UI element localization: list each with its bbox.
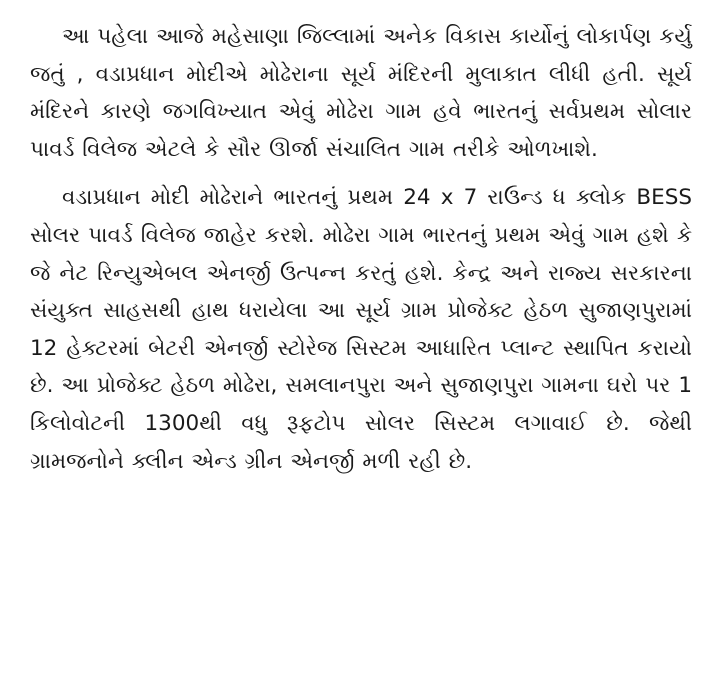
paragraph-2: વડાપ્રધાન મોદી મોઢેરાને ભારતનું પ્રથમ 24 x 7 રાઉન્ડ ધ ક્લોક BESS સોલર પાવર્ડ વિલેજ જાહેર કરશે. મોઢેરા ગામ ભારતનું પ્રથમ એવું ગામ હશે કે જે નેટ રિન્યુએબલ એનર્જી ઉત્પન્ન કરતું હશે. કેન્દ્ર અને રાજ્ય સરકારના સંયુક્ત સાહસથી હાથ ધરાયેલા આ સૂર્ય ગ્રામ પ્રોજેક્ટ હેઠળ સુજાણપુરામાં 12 હેક્ટરમાં બેટરી એનર્જી સ્ટોરેજ સિસ્ટમ આધારિત પ્લાન્ટ સ્થાપિત કરાયો છે. આ પ્રોજેક્ટ હેઠળ મોઢેરા, સમલાનપુરા અને સુજાણપુરા ગામના ઘરો પર 1 કિલોવોટની 1300થી વધુ રૂફટોપ સોલર સિસ્ટમ લગાવાઈ છે. જેથી ગ્રામજનોને ક્લીન એન્ડ ગ્રીન એનર્જી મળી રહી છે.	[30, 185, 692, 474]
paragraph-1: આ પહેલા આજે મહેસાણા જિલ્લામાં અનેક વિકાસ કાર્યોનું લોકાર્પણ કર્યુ જતું , વડાપ્રધાન મોદીએ મોઢેરાના સૂર્ય મંદિરની મુલાકાત લીધી હતી. સૂર્ય મંદિરને કારણે જગવિખ્યાત એવું મોઢેરા ગામ હવે ભારતનું સર્વપ્રથમ સોલાર પાવર્ડ વિલેજ એટલે કે સૌર ઊર્જા સંચાલિત ગામ તરીકે ઓળખાશે.	[30, 24, 692, 162]
